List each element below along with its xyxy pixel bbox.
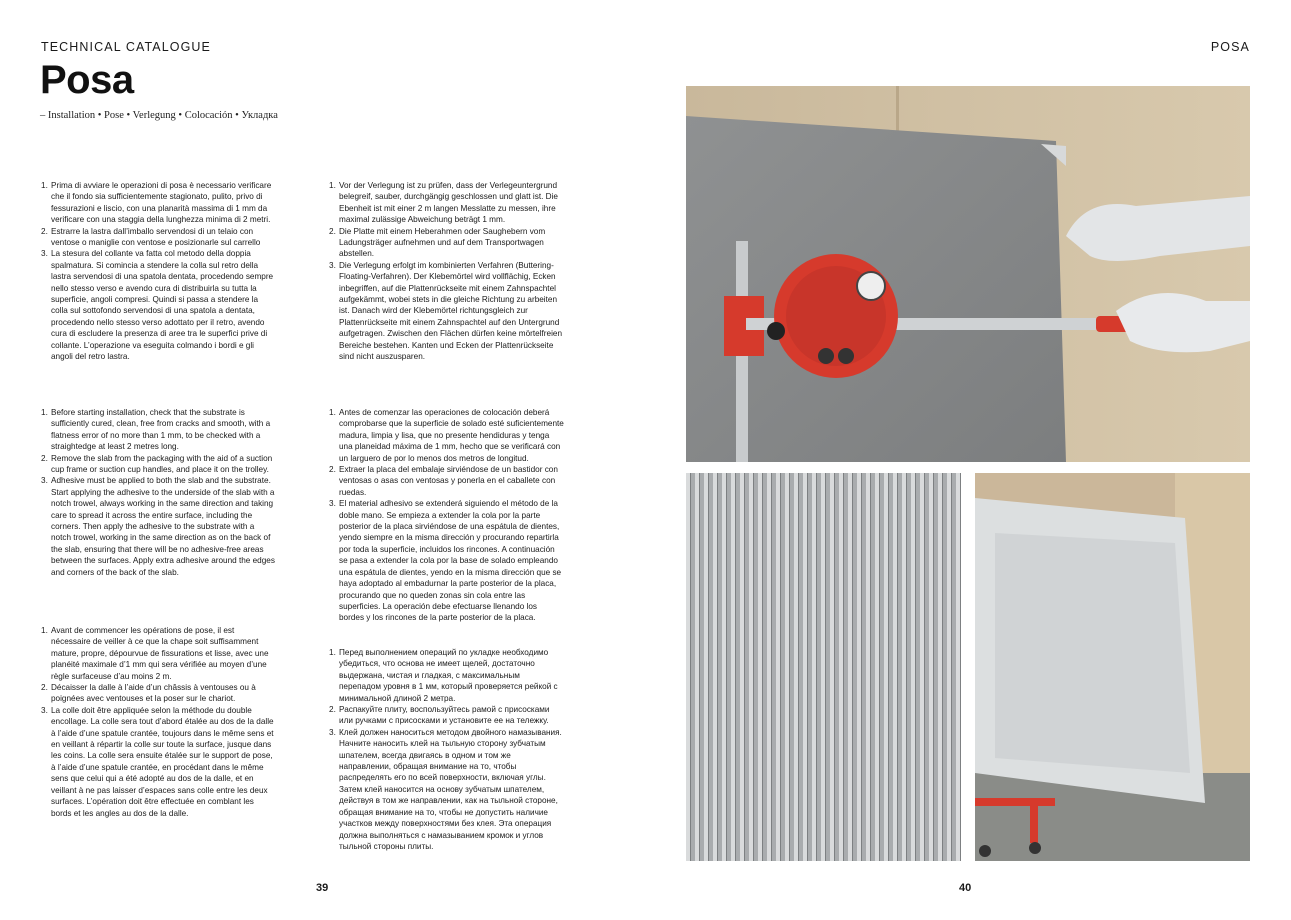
photo-suction-lifter — [686, 86, 1250, 462]
adhesive-grooves-illustration — [686, 473, 961, 861]
section-spanish — [329, 407, 564, 624]
photo-adhesive-grooves — [686, 473, 961, 861]
list-item: Prima di avviare le operazioni di posa è necessario verificare che il fondo sia sufficientemente stagionato, pulito, privo di fessurazioni e liscio, con una planarità massima di 1 mm da verificare con una staggia della lunghezza minima di 2 metri. — [51, 181, 272, 225]
list-item: Before starting installation, check that the substrate is sufficiently cured, clean, free from cracks and smooth, with a flatness error of no more than 1 mm, to be checked with a straightedge at least 2 metres long. — [51, 408, 271, 452]
section-russian — [329, 647, 564, 852]
section-label: POSA — [1210, 40, 1250, 54]
list-item: La colle doit être appliquée selon la méthode du double encollage. La colle sera tout d’abord étalée au dos de la dalle à l’aide d’une spatule crantée, toujours dans le même sens et en veillant à répartir la colle sur toute la surface, jusque dans les coins. La colle sera ensuite étalée sur le support de pose, à l’aide d’une spatule crantée, en procédant dans le même sens que celui qui a été adopté au dos de la dalle, et en veillant à ne pas laisser d’espaces sans colle entre les deux surfaces. L’opération doit être effectuée en comblant les bords et les angles au dos de la dalle. — [51, 705, 274, 818]
page-number-right: 40 — [959, 882, 972, 894]
list-item: Décaisser la dalle à l’aide d’un châssis à ventouses ou à poignées avec ventouses et la poser sur le chariot. — [51, 683, 256, 704]
list-item: Extraer la placa del embalaje sirviéndose de un bastidor con ventosas o asas con ventosas y ponerla en el caballete con ruedas. — [339, 465, 558, 497]
page-title: Posa — [40, 58, 134, 102]
list-item: Перед выполнением операций по укладке необходимо убедиться, что основа не имеет щелей, достаточно выдержана, чистая и гладкая, с максимальным перепадом уровня в 1 мм, который проверяется рейкой с минимальной длиной 2 метра. — [339, 648, 558, 703]
list-item: Remove the slab from the packaging with the aid of a suction cup frame or suction cup handles, and place it on the trolley. — [51, 453, 273, 475]
list-item: Estrarre la lastra dall’imballo servendosi di un telaio con ventose o maniglie con ventose e posizionarle sul carrello — [51, 226, 261, 248]
section-german — [329, 180, 564, 363]
page-subtitle: – Installation • Pose • Verlegung • Colocación • Укладка — [40, 110, 278, 121]
section-italian — [41, 180, 276, 363]
list-item: Vor der Verlegung ist zu prüfen, dass der Verlegeuntergrund belegreif, sauber, durchgängig geschlossen und glatt ist. Die Ebenheit ist mit einer 2 m langen Messlatte zu messen, ihre maximal zulässige Abweichung beträgt 1 mm. — [339, 181, 558, 225]
list-item: Die Verlegung erfolgt im kombinierten Verfahren (Buttering-Floating-Verfahren). Der Klebemörtel wird vollflächig, Ecken inbegriffen, auf die Plattenrückseite mit einem Zahnspachtel aufgekämmt, wobei stets in die gleiche Richtung zu arbeiten ist. Danach wird der Klebemörtel richtungsgleich zur Plattenrückseite mit einem Zahnspachtel auf den Untergrund aufgetragen. Zwischen den Flächen dürfen keine mörtelfreien Bereiche bestehen. Kanten und Ecken der Plattenrückseite sind nicht auszusparen. — [339, 260, 563, 362]
suction-lifter-illustration — [686, 86, 1250, 462]
list-item: Adhesive must be applied to both the slab and the substrate. Start applying the adhesive to the underside of the slab with a notch trowel, always working in the same direction and taking care to spread it across the entire surface, including the corners. Then apply the adhesive to the substrate with a notch trowel, working in the same direction as on the back of the slab, ensuring that there will be no adhesive-free areas between the surfaces. Apply extra adhesive around the edges and corners of the back of the slab. — [51, 476, 275, 577]
list-item: El material adhesivo se extenderá siguiendo el método de la doble mano. Se empieza a extender la cola por la parte posterior de la placa sirviéndose de una espátula de dientes, yendo siempre en la misma dirección y procurando repartirla por toda la superficie, incluidos los rincones. A continuación se pasa a extender la cola por la base de solado empleando una espátula de dientes, yendo en la misma dirección que se haya adoptado al embadurnar la parte posterior de la placa, procurando que no queden zonas sin cola entre las superficies. La operación debe efectuarse llenando los bordes y los rincones de la parte posterior de la placa. — [339, 499, 562, 623]
section-french — [41, 625, 276, 819]
list-item: Распакуйте плиту, воспользуйтесь рамой с присосками или ручками с присосками и установите ее на тележку. — [339, 705, 550, 726]
page-number-left: 39 — [316, 882, 329, 894]
list-item: La stesura del collante va fatta col metodo della doppia spalmatura. Si comincia a stendere la colla sul retro della lastra servendosi di una spatola dentata, procedendo sempre nello stesso verso e avendo cura di distribuirla su tutta la superficie, angoli compresi. Quindi si passa a stendere la colla sul sottofondo servendosi di una spatola a dentata, procedendo nello stesso verso adottato per il retro, avendo cura di escludere la presenza di aree tra le superfici prive di collante. L’operazione va eseguita colmando i bordi e gli angoli del retro lastra. — [51, 249, 274, 362]
photo-slab-on-trolley — [975, 473, 1250, 861]
list-item: Avant de commencer les opérations de pose, il est nécessaire de veiller à ce que la chape soit suffisamment mature, propre, dépourvue de fissurations et lisse, avec une planéité maximale d’1 mm qui sera vérifiée au moyen d’une règle surfaceuse d’au moins 2 m. — [51, 626, 269, 681]
list-item: Die Platte mit einem Heberahmen oder Saughebern vom Ladungsträger aufnehmen und auf dem Transportwagen abstellen. — [339, 226, 546, 259]
slab-trolley-illustration — [975, 473, 1250, 861]
list-item: Клей должен наноситься методом двойного намазывания. Начните наносить клей на тыльную сторону зубчатым шпателем, всегда двигаясь в одном и том же направлении, обращая внимание на то, чтобы распределять его по всей поверхности, включая углы. Затем клей наносится на основу зубчатым шпателем, действуя в том же направлении, как на тыльной стороне, обращая внимание на то, чтобы не допустить наличие участков между поверхностями без клея. Эта операция должна выполняться с намазыванием кромок и углов тыльной стороны плиты. — [339, 727, 562, 851]
list-item: Antes de comenzar las operaciones de colocación deberá comprobarse que la superficie de solado esté suficientemente madura, limpia y lisa, que no presente hendiduras y tenga una planeidad máxima de 1 mm, hecho que se verificará con un larguero de por lo menos dos metros de longitud. — [339, 408, 564, 463]
section-english — [41, 407, 276, 578]
catalogue-label: TECHNICAL CATALOGUE — [41, 40, 211, 54]
